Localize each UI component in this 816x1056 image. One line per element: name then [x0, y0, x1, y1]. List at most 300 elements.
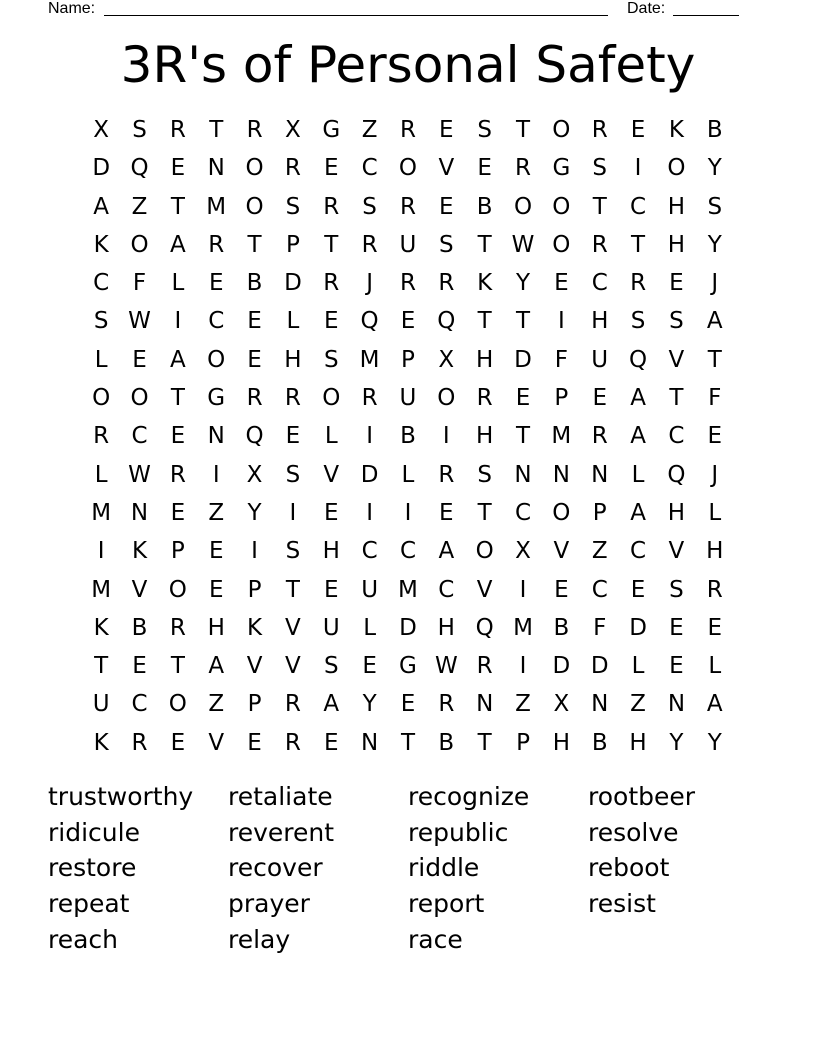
grid-letter[interactable]: D [590, 653, 609, 680]
grid-letter[interactable]: H [629, 729, 647, 756]
grid-letter[interactable]: R [438, 270, 455, 297]
grid-letter[interactable]: H [706, 538, 724, 565]
grid-letter[interactable]: S [707, 193, 723, 220]
grid-letter[interactable]: E [400, 308, 416, 335]
grid-letter[interactable]: R [706, 576, 723, 603]
grid-letter[interactable]: R [169, 614, 186, 641]
grid-letter[interactable]: J [711, 270, 719, 297]
word-list-item: prayer [228, 889, 310, 919]
grid-letter[interactable]: E [323, 155, 339, 182]
grid-letter[interactable]: C [668, 423, 685, 450]
grid-letter[interactable]: G [552, 155, 571, 182]
grid-letter[interactable]: T [209, 117, 224, 143]
grid-letter[interactable]: R [399, 117, 416, 143]
grid-letter[interactable]: R [323, 193, 340, 220]
grid-letter[interactable]: H [437, 614, 455, 641]
grid-letter[interactable]: B [591, 729, 608, 756]
grid-letter[interactable]: E [439, 193, 454, 220]
grid-letter[interactable]: N [207, 155, 225, 182]
grid-letter[interactable]: I [442, 423, 450, 450]
grid-letter[interactable]: Y [707, 729, 722, 756]
grid-letter[interactable]: U [361, 576, 379, 603]
grid-letter[interactable]: B [553, 614, 570, 641]
grid-letter[interactable]: I [251, 538, 258, 565]
grid-letter[interactable]: N [591, 691, 609, 718]
word-list-item: recover [228, 853, 323, 883]
grid-letter[interactable]: C [630, 538, 647, 565]
grid-letter[interactable]: W [511, 231, 535, 258]
grid-letter[interactable]: E [170, 155, 186, 182]
grid-letter[interactable]: R [169, 117, 186, 143]
grid-letter[interactable]: S [477, 461, 492, 488]
grid-letter[interactable]: S [132, 117, 147, 143]
grid-letter[interactable]: O [168, 576, 187, 603]
grid-letter[interactable]: U [591, 346, 609, 373]
grid-letter[interactable]: H [591, 308, 609, 335]
grid-letter[interactable]: A [93, 193, 110, 220]
grid-letter[interactable]: R [208, 231, 225, 258]
grid-letter[interactable]: L [171, 270, 185, 297]
grid-letter[interactable]: C [591, 576, 608, 603]
grid-letter[interactable]: T [669, 385, 684, 412]
grid-letter[interactable]: E [630, 117, 646, 143]
grid-letter[interactable]: T [631, 231, 646, 258]
grid-letter[interactable]: C [630, 193, 647, 220]
grid-letter[interactable]: R [246, 117, 263, 143]
grid-letter[interactable]: S [323, 653, 339, 680]
grid-letter[interactable]: T [285, 576, 300, 603]
grid-letter[interactable]: M [513, 614, 533, 641]
grid-letter[interactable]: S [669, 576, 684, 603]
grid-letter[interactable]: T [515, 117, 531, 143]
grid-letter[interactable]: N [591, 461, 609, 488]
grid-letter[interactable]: O [322, 385, 341, 412]
grid-letter[interactable]: S [477, 117, 492, 143]
grid-letter[interactable]: E [247, 308, 262, 335]
grid-letter[interactable]: T [170, 193, 185, 220]
grid-letter[interactable]: Y [669, 729, 684, 756]
grid-letter[interactable]: D [629, 614, 647, 641]
grid-letter[interactable]: E [554, 576, 569, 603]
grid-letter[interactable]: Q [629, 346, 648, 373]
grid-letter[interactable]: E [247, 346, 262, 373]
grid-letter[interactable]: X [246, 461, 263, 488]
grid-letter[interactable]: T [400, 729, 415, 756]
grid-letter[interactable]: U [399, 231, 417, 258]
grid-letter[interactable]: H [667, 499, 686, 526]
grid-letter[interactable]: A [706, 308, 723, 335]
grid-letter[interactable]: L [286, 308, 300, 335]
grid-letter[interactable]: Z [208, 499, 225, 526]
grid-letter[interactable]: R [93, 423, 110, 450]
grid-letter[interactable]: E [400, 691, 416, 718]
grid-letter[interactable]: R [591, 231, 608, 258]
grid-letter[interactable]: W [434, 653, 458, 680]
grid-letter[interactable]: C [438, 576, 455, 603]
grid-letter[interactable]: O [437, 385, 456, 412]
grid-letter[interactable]: L [631, 653, 645, 680]
grid-letter[interactable]: B [131, 614, 148, 641]
grid-letter[interactable]: V [285, 614, 301, 641]
grid-letter[interactable]: R [399, 193, 416, 220]
grid-letter[interactable]: X [438, 346, 455, 373]
grid-letter[interactable]: Z [208, 691, 225, 718]
grid-letter[interactable]: E [247, 729, 262, 756]
grid-letter[interactable]: I [366, 423, 373, 450]
grid-letter[interactable]: C [514, 499, 532, 526]
grid-letter[interactable]: R [284, 385, 301, 412]
grid-letter[interactable]: O [552, 499, 571, 526]
grid-letter[interactable]: B [246, 270, 263, 297]
grid-letter[interactable]: O [475, 538, 494, 565]
grid-letter[interactable]: Q [130, 155, 149, 182]
grid-letter[interactable]: E [323, 308, 339, 335]
grid-letter[interactable]: D [360, 461, 379, 488]
grid-letter[interactable]: C [591, 270, 608, 297]
grid-letter[interactable]: B [476, 193, 493, 220]
grid-letter[interactable]: E [170, 729, 186, 756]
grid-letter[interactable]: R [630, 270, 647, 297]
grid-letter[interactable]: E [323, 499, 339, 526]
grid-letter[interactable]: O [398, 155, 418, 182]
grid-row [82, 571, 734, 609]
grid-letter[interactable]: Z [515, 691, 531, 718]
grid-letter[interactable]: F [593, 614, 607, 641]
grid-letter[interactable]: Y [707, 231, 722, 258]
grid-letter[interactable]: T [592, 193, 607, 220]
grid-letter[interactable]: O [92, 385, 111, 412]
grid-letter[interactable]: P [592, 499, 607, 526]
grid-letter[interactable]: X [285, 117, 301, 143]
grid-letter[interactable]: N [514, 461, 532, 488]
grid-letter[interactable]: C [208, 308, 225, 335]
grid-letter[interactable]: M [551, 423, 572, 450]
grid-letter[interactable]: V [246, 653, 263, 680]
grid-letter[interactable]: O [245, 155, 264, 182]
grid-letter[interactable]: V [553, 538, 570, 565]
grid-letter[interactable]: P [516, 729, 530, 756]
grid-letter[interactable]: E [323, 576, 339, 603]
grid-letter[interactable]: O [552, 231, 571, 258]
grid-letter[interactable]: M [398, 576, 418, 603]
grid-letter[interactable]: K [93, 729, 109, 756]
grid-letter[interactable]: E [669, 614, 684, 641]
grid-letter[interactable]: T [324, 231, 339, 258]
grid-letter[interactable]: R [169, 461, 186, 488]
grid-letter[interactable]: E [285, 423, 301, 450]
word-list-item: relay [228, 924, 291, 954]
grid-letter[interactable]: Y [362, 691, 377, 718]
grid-letter[interactable]: A [323, 691, 340, 718]
grid-letter[interactable]: H [552, 729, 570, 756]
grid-letter[interactable]: E [554, 270, 569, 297]
grid-letter[interactable]: A [169, 346, 186, 373]
grid-letter[interactable]: E [630, 576, 646, 603]
grid-letter[interactable]: B [438, 729, 455, 756]
grid-letter[interactable]: G [322, 117, 341, 143]
grid-letter[interactable]: R [361, 385, 378, 412]
grid-letter[interactable]: W [128, 308, 151, 335]
grid-letter[interactable]: H [476, 346, 494, 373]
grid-letter[interactable]: N [667, 691, 686, 718]
grid-letter[interactable]: I [174, 308, 182, 335]
grid-letter[interactable]: A [630, 385, 646, 412]
grid-letter[interactable]: H [322, 538, 340, 565]
grid-letter[interactable]: T [247, 231, 262, 258]
grid-letter[interactable]: T [515, 423, 531, 450]
grid-letter[interactable]: S [323, 346, 339, 373]
grid-letter[interactable]: L [708, 499, 722, 526]
grid-letter[interactable]: A [169, 231, 186, 258]
grid-letter[interactable]: T [477, 729, 492, 756]
grid-letter[interactable]: P [554, 385, 569, 412]
grid-letter[interactable]: K [477, 270, 493, 297]
grid-letter[interactable]: M [359, 346, 380, 373]
grid-letter[interactable]: K [93, 614, 109, 641]
grid-letter[interactable]: I [404, 499, 412, 526]
grid-letter[interactable]: H [667, 231, 686, 258]
grid-letter[interactable]: O [130, 231, 149, 258]
grid-letter[interactable]: W [128, 461, 151, 488]
grid-letter[interactable]: K [93, 231, 109, 258]
grid-letter[interactable]: A [208, 653, 225, 680]
grid-letter[interactable]: I [519, 576, 527, 603]
grid-letter[interactable]: R [476, 385, 493, 412]
grid-letter[interactable]: S [285, 538, 301, 565]
grid-letter[interactable]: E [669, 653, 684, 680]
grid-letter[interactable]: Q [360, 308, 379, 335]
grid-letter[interactable]: T [477, 308, 492, 335]
grid-letter[interactable]: T [707, 346, 722, 373]
grid-letter[interactable]: R [323, 270, 340, 297]
grid-letter[interactable]: A [630, 423, 646, 450]
grid-letter[interactable]: L [324, 423, 338, 450]
grid-letter[interactable]: X [515, 538, 531, 565]
grid-letter[interactable]: R [284, 691, 301, 718]
grid-letter[interactable]: H [207, 614, 225, 641]
grid-row [82, 532, 734, 570]
grid-letter[interactable]: E [477, 155, 492, 182]
grid-letter[interactable]: M [91, 576, 112, 603]
grid-letter[interactable]: J [711, 461, 719, 488]
grid-letter[interactable]: R [284, 729, 301, 756]
grid-letter[interactable]: E [170, 499, 186, 526]
grid-letter[interactable]: D [399, 614, 417, 641]
grid-letter[interactable]: P [247, 576, 262, 603]
grid-letter[interactable]: S [439, 231, 454, 258]
grid-letter[interactable]: L [94, 346, 108, 373]
grid-letter[interactable]: R [399, 270, 416, 297]
grid-letter[interactable]: N [476, 691, 494, 718]
grid-letter[interactable]: C [399, 538, 416, 565]
grid-letter[interactable]: R [476, 653, 493, 680]
grid-letter[interactable]: S [93, 308, 109, 335]
grid-letter[interactable]: I [289, 499, 297, 526]
grid-letter[interactable]: R [438, 691, 455, 718]
grid-letter[interactable]: Y [707, 155, 722, 182]
grid-letter[interactable]: E [170, 423, 186, 450]
grid-letter[interactable]: Z [131, 193, 148, 220]
grid-letter[interactable]: F [554, 346, 568, 373]
grid-letter[interactable]: X [553, 691, 570, 718]
grid-letter[interactable]: A [706, 691, 723, 718]
grid-letter[interactable]: O [130, 385, 149, 412]
grid-letter[interactable]: Q [667, 461, 686, 488]
grid-letter[interactable]: K [668, 117, 684, 143]
grid-letter[interactable]: V [438, 155, 455, 182]
grid-letter[interactable]: E [669, 270, 684, 297]
grid-letter[interactable]: X [93, 117, 110, 143]
grid-letter[interactable]: E [208, 270, 224, 297]
grid-row [82, 724, 734, 762]
grid-letter[interactable]: U [322, 614, 340, 641]
grid-letter[interactable]: E [439, 499, 454, 526]
grid-letter[interactable]: D [284, 270, 302, 297]
grid-letter[interactable]: P [401, 346, 415, 373]
grid-letter[interactable]: V [323, 461, 340, 488]
grid-letter[interactable]: D [552, 653, 571, 680]
grid-letter[interactable]: N [207, 423, 225, 450]
grid-letter[interactable]: I [634, 155, 642, 182]
grid-letter[interactable]: L [363, 614, 377, 641]
grid-letter[interactable]: L [401, 461, 415, 488]
grid-letter[interactable]: D [514, 346, 532, 373]
grid-letter[interactable]: E [208, 576, 224, 603]
grid-letter[interactable]: O [667, 155, 686, 182]
grid-letter[interactable]: I [212, 461, 220, 488]
grid-letter[interactable]: E [323, 729, 339, 756]
grid-letter[interactable]: H [667, 193, 686, 220]
grid-letter[interactable]: E [439, 117, 454, 143]
grid-letter[interactable]: P [285, 231, 300, 258]
grid-letter[interactable]: T [170, 653, 185, 680]
grid-letter[interactable]: Z [630, 691, 646, 718]
grid-letter[interactable]: B [706, 117, 723, 143]
grid-letter[interactable]: S [285, 193, 301, 220]
word-list-item: restore [48, 853, 137, 883]
grid-letter[interactable]: Z [591, 538, 608, 565]
grid-letter[interactable]: Y [515, 270, 531, 297]
name-blank-line[interactable] [104, 15, 608, 16]
grid-letter[interactable]: R [131, 729, 148, 756]
grid-letter[interactable]: S [592, 155, 608, 182]
grid-letter[interactable]: K [247, 614, 263, 641]
grid-letter[interactable]: C [131, 691, 148, 718]
grid-letter[interactable]: L [631, 461, 645, 488]
grid-letter[interactable]: Z [361, 117, 378, 143]
grid-letter[interactable]: Q [475, 614, 494, 641]
grid-letter[interactable]: V [476, 576, 493, 603]
date-label: Date: [627, 0, 666, 17]
grid-letter[interactable]: O [245, 193, 264, 220]
grid-letter[interactable]: V [285, 653, 301, 680]
grid-letter[interactable]: C [361, 155, 378, 182]
grid-letter[interactable]: O [552, 117, 571, 143]
grid-letter[interactable]: V [131, 576, 148, 603]
grid-letter[interactable]: R [591, 117, 608, 143]
grid-letter[interactable]: V [208, 729, 225, 756]
grid-letter[interactable]: O [168, 691, 187, 718]
grid-letter[interactable]: T [477, 499, 492, 526]
date-blank-line[interactable] [673, 15, 739, 16]
grid-letter[interactable]: O [513, 193, 533, 220]
grid-letter[interactable]: N [552, 461, 570, 488]
grid-letter[interactable]: D [92, 155, 111, 182]
grid-letter[interactable]: R [284, 155, 301, 182]
grid-letter[interactable]: A [630, 499, 646, 526]
grid-letter[interactable]: E [132, 346, 147, 373]
grid-letter[interactable]: V [668, 538, 685, 565]
grid-letter[interactable]: U [92, 691, 110, 718]
grid-letter[interactable]: Y [247, 499, 262, 526]
grid-letter[interactable]: C [93, 270, 110, 297]
grid-letter[interactable]: I [366, 499, 373, 526]
grid-letter[interactable]: E [362, 653, 377, 680]
grid-letter[interactable]: T [170, 385, 185, 412]
grid-letter[interactable]: H [284, 346, 302, 373]
grid-letter[interactable]: G [207, 385, 226, 412]
grid-letter[interactable]: R [361, 231, 378, 258]
grid-letter[interactable]: H [476, 423, 494, 450]
grid-letter[interactable]: S [669, 308, 684, 335]
grid-letter[interactable]: L [94, 461, 108, 488]
grid-letter[interactable]: E [208, 538, 224, 565]
grid-letter[interactable]: S [362, 193, 377, 220]
grid-letter[interactable]: F [708, 385, 722, 412]
grid-letter[interactable]: I [97, 538, 105, 565]
grid-letter[interactable]: F [132, 270, 147, 297]
grid-letter[interactable]: G [399, 653, 417, 680]
grid-letter[interactable]: S [630, 308, 646, 335]
grid-letter[interactable]: I [519, 653, 527, 680]
grid-letter[interactable]: A [438, 538, 455, 565]
grid-letter[interactable]: R [591, 423, 608, 450]
grid-letter[interactable]: E [707, 614, 723, 641]
grid-letter[interactable]: O [552, 193, 571, 220]
grid-letter[interactable]: R [246, 385, 263, 412]
grid-letter[interactable]: P [247, 691, 262, 718]
grid-letter[interactable]: O [207, 346, 226, 373]
grid-letter[interactable]: T [515, 308, 531, 335]
grid-letter[interactable]: I [557, 308, 565, 335]
grid-letter[interactable]: E [132, 653, 147, 680]
grid-letter[interactable]: T [477, 231, 492, 258]
grid-letter[interactable]: L [708, 653, 722, 680]
grid-letter[interactable]: P [170, 538, 185, 565]
grid-letter[interactable]: E [592, 385, 607, 412]
grid-letter[interactable]: N [130, 499, 149, 526]
grid-letter[interactable]: N [361, 729, 379, 756]
grid-letter[interactable]: T [94, 653, 109, 680]
grid-letter[interactable]: S [285, 461, 301, 488]
grid-letter[interactable]: Q [245, 423, 264, 450]
grid-letter[interactable]: E [515, 385, 531, 412]
grid-letter[interactable]: M [91, 499, 112, 526]
grid-letter[interactable]: U [399, 385, 417, 412]
grid-letter[interactable]: J [366, 270, 373, 297]
grid-letter[interactable]: C [131, 423, 148, 450]
grid-letter[interactable]: B [400, 423, 416, 450]
grid-letter[interactable]: V [668, 346, 685, 373]
grid-letter[interactable]: E [707, 423, 723, 450]
grid-letter[interactable]: K [131, 538, 148, 565]
grid-letter[interactable]: M [206, 193, 227, 220]
grid-letter[interactable]: Q [437, 308, 456, 335]
grid-letter[interactable]: C [361, 538, 378, 565]
grid-letter[interactable]: R [438, 461, 455, 488]
grid-letter[interactable]: R [515, 155, 531, 182]
grid-row [82, 609, 734, 647]
